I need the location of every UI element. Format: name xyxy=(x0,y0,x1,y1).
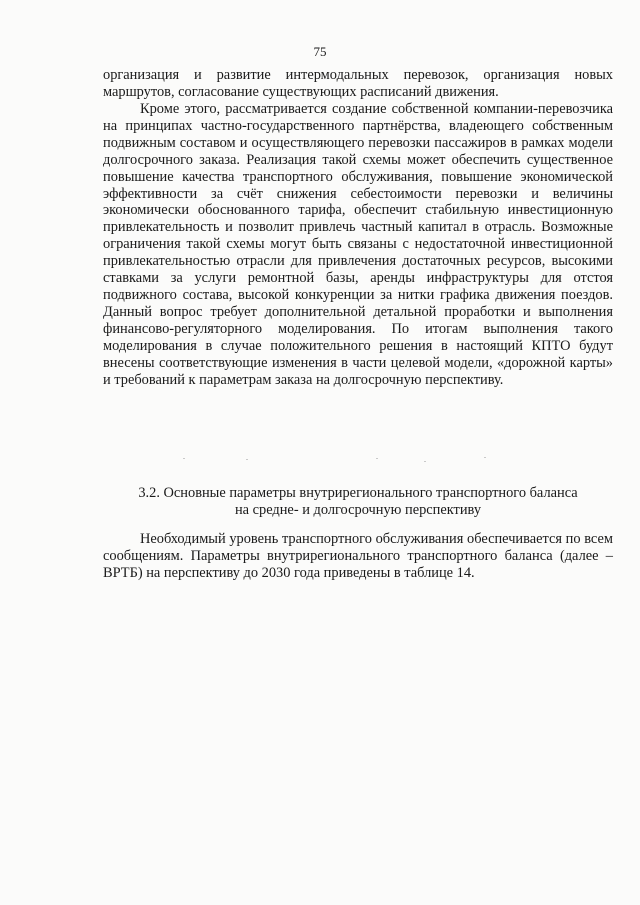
section-heading xyxy=(103,485,613,519)
scan-speck xyxy=(183,458,185,459)
scan-speck xyxy=(484,457,486,458)
page-number: 75 xyxy=(313,44,327,59)
paragraph-section-intro: Необходимый уровень транспортного обслуживания обеспечивается по всем сообщениям. Параметры внутрирегионального транспортного баланса (далее – ВРТБ) на перспективу до 2030 года приведены в таблице 14. xyxy=(103,531,613,581)
section-heading-line-2: на средне- и долгосрочную перспективу xyxy=(234,502,482,518)
paragraph-continued: организация и развитие интермодальных перевозок, организация новых маршрутов, согласование существующих расписаний движения. xyxy=(103,67,613,100)
scan-speck xyxy=(424,461,426,462)
scan-speck xyxy=(376,458,378,459)
paragraph-main: Кроме этого, рассматривается создание собственной компании-перевозчика на принципах частно-государственного партнёрства, владеющего собственным подвижным составом и осуществляющего перевозки пассажиров в рамках модели долгосрочного заказа. Реализация такой схемы может обеспечить существенное повышение качества транспортного обслуживания, повышение экономической эффективности за счёт снижения себестоимости перевозки и величины экономически обоснованного тарифа, обеспечит стабильную инвестиционную привлекательность и позволит привлечь частный капитал в отрасль. Возможные ограничения такой схемы могут быть связаны с недостаточной инвестиционной привлекательностью отрасли для привлечения достаточных ресурсов, высокими ставками за услуги ремонтной базы, аренды инфраструктуры для отстоя подвижного состава, высокой конкуренции за нитки графика движения поездов. Данный вопрос требует дополнительной детальной проработки и выполнения финансово-регуляторного моделирования. По итогам выполнения такого моделирования в случае положительного решения в настоящий КПТО будут внесены соответствующие изменения в части целевой модели, «дорожной карты» и требований к параметрам заказа на долгосрочную перспективу. xyxy=(103,101,613,388)
scan-speck xyxy=(246,459,248,460)
section-heading-line-1: 3.2. Основные параметры внутрирегионального транспортного баланса xyxy=(138,485,578,501)
